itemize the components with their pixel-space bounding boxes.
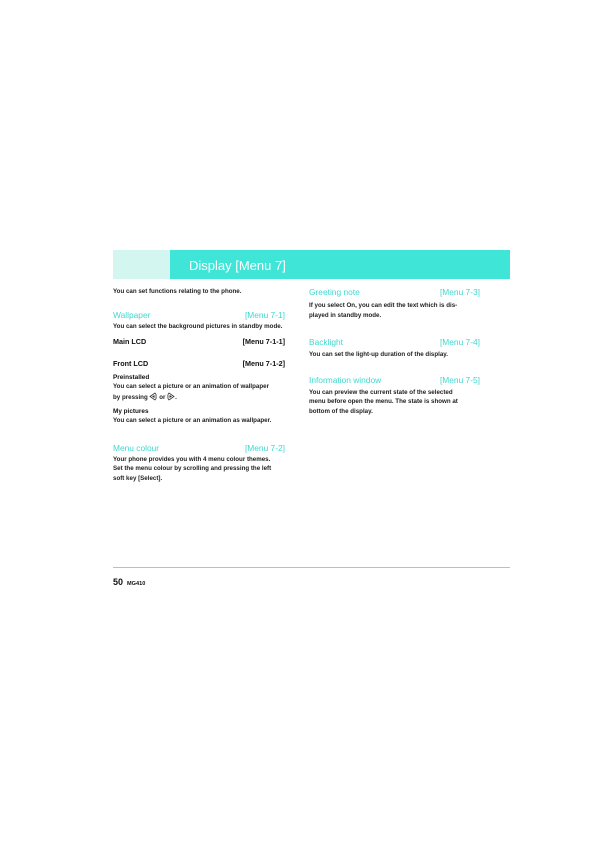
header-bar bbox=[170, 250, 510, 279]
information-window-line-2: menu before open the menu. The state is shown at bbox=[309, 398, 458, 405]
greeting-note-title: Greeting note bbox=[309, 287, 360, 297]
preinstalled-title: Preinstalled bbox=[113, 374, 150, 381]
page-title: Display [Menu 7] bbox=[189, 258, 286, 273]
menu-colour-description bbox=[113, 455, 285, 484]
intro-text: You can set functions relating to the phone. bbox=[113, 288, 242, 295]
greeting-note-text-post: , you can edit the text which is dis- bbox=[355, 302, 458, 309]
my-pictures-description: You can select a picture or an animation as wallpaper. bbox=[113, 417, 272, 424]
main-lcd-title: Main LCD bbox=[113, 337, 147, 346]
information-window-title: Information window bbox=[309, 374, 382, 385]
model-name: MG410 bbox=[127, 581, 146, 587]
greeting-note-heading bbox=[309, 287, 480, 297]
preinstalled-line-2 bbox=[113, 392, 285, 403]
header-accent-block bbox=[113, 250, 170, 279]
menu-colour-line-2: Set the menu colour by scrolling and pressing the left bbox=[113, 465, 272, 472]
footer-divider bbox=[113, 567, 510, 568]
information-window-heading bbox=[309, 375, 480, 385]
menu-colour-menu-number: [Menu 7-2] bbox=[244, 442, 285, 453]
wallpaper-description: You can select the background pictures in standby mode. bbox=[113, 322, 283, 330]
preinstalled-line-1: You can select a picture or an animation of wallpaper bbox=[113, 383, 269, 390]
page-number: 50 bbox=[113, 577, 124, 587]
left-navigation-key-icon bbox=[149, 392, 157, 401]
greeting-note-on-text: On bbox=[346, 302, 356, 309]
front-lcd-title: Front LCD bbox=[113, 359, 149, 368]
information-window-menu-number: [Menu 7-5] bbox=[439, 374, 480, 385]
greeting-note-line-1 bbox=[309, 301, 480, 311]
menu-colour-line-1: Your phone provides you with 4 menu colour themes. bbox=[113, 455, 271, 463]
backlight-title: Backlight bbox=[309, 337, 343, 347]
menu-colour-heading bbox=[113, 443, 285, 453]
footer bbox=[113, 572, 145, 590]
menu-colour-line-3: soft key [Select]. bbox=[113, 474, 163, 482]
information-window-line-1: You can preview the current state of the selected bbox=[309, 388, 453, 396]
right-navigation-key-icon bbox=[167, 392, 175, 401]
information-window-line-3: bottom of the display. bbox=[309, 407, 373, 415]
greeting-note-text-pre: If you select bbox=[309, 302, 347, 309]
preinstalled-by-pressing: by pressing bbox=[113, 393, 148, 401]
right-column bbox=[309, 287, 480, 416]
backlight-heading bbox=[309, 337, 480, 347]
backlight-description: You can set the light-up duration of the display. bbox=[309, 351, 448, 358]
greeting-note-line-2: played in standby mode. bbox=[309, 311, 382, 319]
main-lcd-heading bbox=[113, 337, 285, 347]
preinstalled-or: or bbox=[159, 393, 166, 401]
menu-colour-title: Menu colour bbox=[113, 442, 160, 453]
greeting-note-menu-number: [Menu 7-3] bbox=[439, 287, 480, 297]
left-column bbox=[113, 287, 285, 483]
wallpaper-heading bbox=[113, 310, 285, 320]
my-pictures-title: My pictures bbox=[113, 408, 149, 415]
main-lcd-menu-number: [Menu 7-1-1] bbox=[242, 337, 285, 346]
wallpaper-menu-number: [Menu 7-1] bbox=[244, 309, 285, 320]
front-lcd-heading bbox=[113, 359, 285, 369]
information-window-description bbox=[309, 388, 480, 417]
wallpaper-title: Wallpaper bbox=[113, 309, 151, 320]
preinstalled-period: . bbox=[175, 393, 177, 401]
backlight-menu-number: [Menu 7-4] bbox=[439, 337, 480, 347]
front-lcd-menu-number: [Menu 7-1-2] bbox=[242, 359, 285, 368]
